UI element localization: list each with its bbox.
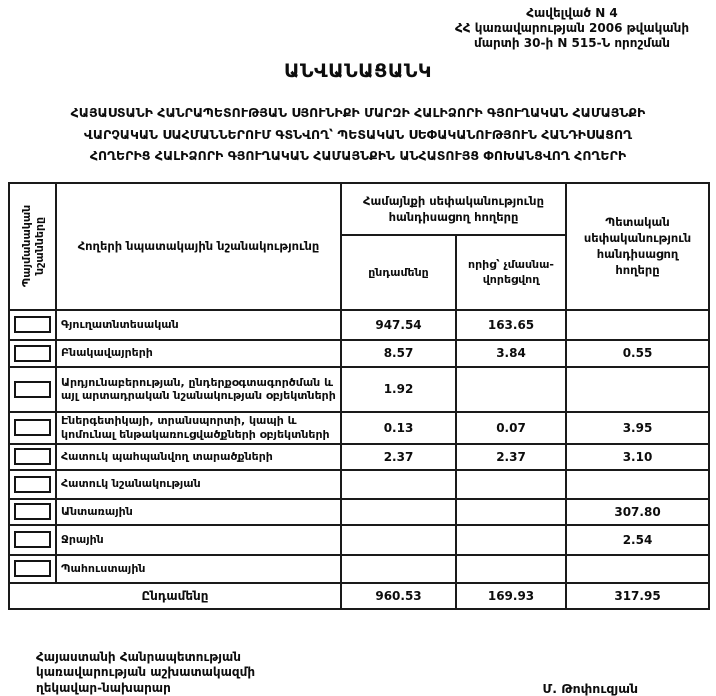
legend-checkbox bbox=[14, 316, 51, 333]
purpose-column-header: Հողերի նպատակային նշանակությունը bbox=[56, 183, 341, 310]
legend-cell bbox=[9, 340, 56, 367]
legend-cell bbox=[9, 367, 56, 412]
legend-cell bbox=[9, 499, 56, 525]
community-total-header: ընդամենը bbox=[341, 235, 456, 310]
row-label: Անտառային bbox=[56, 499, 341, 525]
row-label: Հատուկ պահպանվող տարածքների bbox=[56, 444, 341, 470]
table-row bbox=[9, 555, 709, 583]
nonprivatizable-value: 163.65 bbox=[456, 310, 566, 340]
community-total-value bbox=[341, 470, 456, 499]
appendix-note bbox=[436, 6, 708, 51]
legend-checkbox bbox=[14, 560, 51, 577]
subtitle-line: ՀՈՂԵՐԻՑ ՀԱԼԻՁՈՐԻ ԳՅՈՒՂԱԿԱՆ ՀԱՄԱՅՆՔԻՆ ԱՆՀԱՏՈՒՅՑ ՓՈԽԱՆՑՎՈՂ ՀՈՂԵՐԻ bbox=[0, 145, 716, 167]
nonprivatizable-value bbox=[456, 555, 566, 583]
legend-cell bbox=[9, 470, 56, 499]
community-total-value: 1.92 bbox=[341, 367, 456, 412]
appendix-line: Հավելված N 4 bbox=[436, 6, 708, 21]
legend-cell bbox=[9, 555, 56, 583]
document-subtitle bbox=[0, 102, 716, 167]
state-value bbox=[566, 555, 709, 583]
nonprivatizable-value bbox=[456, 470, 566, 499]
table-row bbox=[9, 470, 709, 499]
subtitle-line: ՀԱՅԱՍՏԱՆԻ ՀԱՆՐԱՊԵՏՈՒԹՅԱՆ ՍՅՈՒՆԻՔԻ ՄԱՐԶԻ ՀԱԼԻՁՈՐԻ ԳՅՈՒՂԱԿԱՆ ՀԱՄԱՅՆՔԻ bbox=[0, 102, 716, 124]
signer-title-line: կառավարության աշխատակազմի bbox=[36, 665, 255, 681]
nonprivatizable-value bbox=[456, 367, 566, 412]
community-total-value bbox=[341, 555, 456, 583]
legend-checkbox bbox=[14, 381, 51, 398]
legend-checkbox bbox=[14, 476, 51, 493]
page-title: ԱՆՎԱՆԱՑԱՆԿ bbox=[0, 60, 716, 82]
row-label: Էներգետիկայի, տրանսպորտի, կապի և կոմունալ ենթակառուցվածքների օբյեկտների bbox=[56, 412, 341, 444]
state-value bbox=[566, 310, 709, 340]
legend-cell bbox=[9, 444, 56, 470]
nonprivatizable-value: 2.37 bbox=[456, 444, 566, 470]
land-transfer-table bbox=[8, 182, 710, 610]
legend-checkbox bbox=[14, 345, 51, 362]
legend-checkbox bbox=[14, 531, 51, 548]
total-nonprivatizable-value: 169.93 bbox=[456, 583, 566, 609]
nonprivatizable-value: 3.84 bbox=[456, 340, 566, 367]
state-value: 3.95 bbox=[566, 412, 709, 444]
community-total-value: 947.54 bbox=[341, 310, 456, 340]
state-value: 3.10 bbox=[566, 444, 709, 470]
legend-checkbox bbox=[14, 448, 51, 465]
signer-title bbox=[36, 650, 255, 696]
row-label: Հատուկ նշանակության bbox=[56, 470, 341, 499]
symbols-column-header-text: Պայմանական նշանները bbox=[20, 183, 46, 310]
community-group-header: Համայնքի սեփականությունը հանդիսացող հողերը bbox=[341, 183, 566, 235]
row-label: Գյուղատնտեսական bbox=[56, 310, 341, 340]
community-total-value: 2.37 bbox=[341, 444, 456, 470]
total-row bbox=[9, 583, 709, 609]
row-label: Բնակավայրերի bbox=[56, 340, 341, 367]
signer-title-line: Հայաստանի Հանրապետության bbox=[36, 650, 255, 666]
row-label: Պահուստային bbox=[56, 555, 341, 583]
legend-cell bbox=[9, 412, 56, 444]
table-row bbox=[9, 499, 709, 525]
nonprivatizable-value bbox=[456, 525, 566, 555]
total-state-value: 317.95 bbox=[566, 583, 709, 609]
subtitle-line: ՎԱՐՉԱԿԱՆ ՍԱՀՄԱՆՆԵՐՈՒՄ ԳՏՆՎՈՂ՝ ՊԵՏԱԿԱՆ ՍԵՓԱԿԱՆՈՒԹՅՈՒՆ ՀԱՆԴԻՍԱՑՈՂ bbox=[0, 124, 716, 146]
footer bbox=[36, 650, 638, 696]
community-total-value bbox=[341, 499, 456, 525]
community-total-value: 8.57 bbox=[341, 340, 456, 367]
signature-name: Մ. Թոփուզյան bbox=[542, 681, 638, 696]
nonprivatizable-value: 0.07 bbox=[456, 412, 566, 444]
state-column-header: Պետական սեփականություն հանդիսացող հողերը bbox=[566, 183, 709, 310]
appendix-line: մարտի 30-ի N 515-Ն որոշման bbox=[436, 36, 708, 51]
legend-checkbox bbox=[14, 503, 51, 520]
table-row bbox=[9, 525, 709, 555]
legend-cell bbox=[9, 310, 56, 340]
nonprivatizable-value bbox=[456, 499, 566, 525]
table-row bbox=[9, 340, 709, 367]
table-row bbox=[9, 367, 709, 412]
row-label: Արդյունաբերության, ընդերքօգտագործման և այլ արտադրական նշանակության օբյեկտների bbox=[56, 367, 341, 412]
state-value bbox=[566, 470, 709, 499]
state-value: 0.55 bbox=[566, 340, 709, 367]
state-value: 2.54 bbox=[566, 525, 709, 555]
header-row-group bbox=[9, 183, 709, 235]
table-row bbox=[9, 412, 709, 444]
total-row-label: Ընդամենը bbox=[9, 583, 341, 609]
state-value: 307.80 bbox=[566, 499, 709, 525]
community-total-value: 0.13 bbox=[341, 412, 456, 444]
legend-cell bbox=[9, 525, 56, 555]
appendix-line: ՀՀ կառավարության 2006 թվականի bbox=[436, 21, 708, 36]
total-community-total-value: 960.53 bbox=[341, 583, 456, 609]
row-label: Ջրային bbox=[56, 525, 341, 555]
table-row bbox=[9, 310, 709, 340]
state-value bbox=[566, 367, 709, 412]
symbols-column-header bbox=[9, 183, 56, 310]
legend-checkbox bbox=[14, 419, 51, 436]
table-row bbox=[9, 444, 709, 470]
nonprivatizable-header: որից՝ չմասնա-վորեցվող bbox=[456, 235, 566, 310]
signer-title-line: ղեկավար-նախարար bbox=[36, 681, 255, 696]
community-total-value bbox=[341, 525, 456, 555]
